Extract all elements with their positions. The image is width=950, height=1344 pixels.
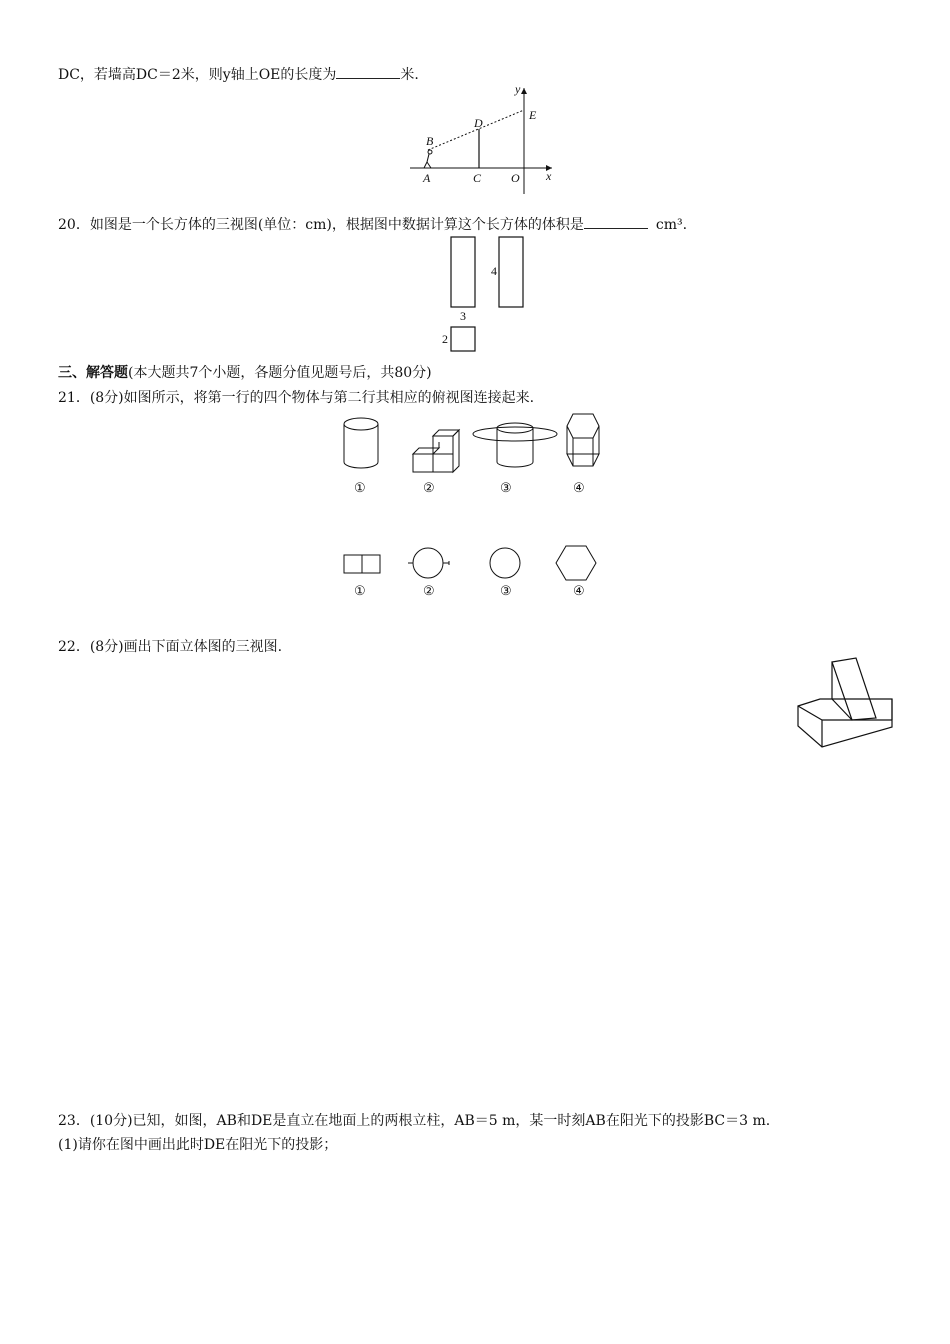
q21-top-label-3: ③ [500, 480, 512, 495]
q19-label-x: x [546, 169, 552, 183]
q21-top-label-1: ① [354, 480, 366, 495]
cylinder-object [344, 418, 378, 468]
q21-top-label-2: ② [423, 480, 435, 495]
q20-dim-4: 4 [491, 264, 497, 278]
q19-text [58, 66, 419, 84]
q21-bottom-label-3: ③ [500, 583, 512, 598]
stacked-cubes-object [413, 430, 459, 472]
q19-answer-blank[interactable] [336, 66, 400, 79]
q21-bottom-label-4: ④ [573, 583, 585, 598]
q19-label-A: A [423, 171, 431, 185]
q19-label-O: O [511, 171, 520, 185]
q21-bottom-label-1: ① [354, 583, 366, 598]
section3-header [58, 364, 432, 382]
q20-text-after: cm³. [655, 217, 688, 233]
q21-top-label-4: ④ [573, 480, 585, 495]
q19-label-C: C [473, 171, 482, 185]
circle-view [490, 548, 520, 578]
q21-bottom-row [330, 536, 620, 606]
q20-text [58, 216, 687, 234]
q20-text-before: 20．如图是一个长方体的三视图(单位：cm)，根据图中数据计算这个长方体的体积是 [58, 217, 584, 233]
q22-figure [796, 656, 896, 752]
q23-text: 23．(10分)已知，如图，AB和DE是直立在地面上的两根立柱，AB＝5 m，某一时刻AB在阳光下的投影BC＝3 m. [58, 1113, 771, 1129]
circle-with-handles-view [408, 548, 449, 578]
q22-text: 22．(8分)画出下面立体图的三视图. [58, 639, 283, 655]
q20-dim-2: 2 [442, 332, 448, 346]
hex-prism-object [567, 414, 599, 466]
q19-text-before: DC，若墙高DC＝2米，则y轴上OE的长度为 [58, 67, 337, 83]
q19-figure [392, 82, 562, 197]
q21-top-row [330, 410, 620, 500]
hexagon-view [556, 546, 596, 580]
q21-bottom-label-2: ② [423, 583, 435, 598]
q20-answer-blank[interactable] [584, 216, 648, 229]
section3-desc: (本大题共7个小题，各题分值见题号后，共80分) [128, 365, 432, 381]
cup-object [473, 423, 557, 467]
two-squares-view [344, 555, 380, 573]
section3-title: 三、解答题 [58, 365, 128, 381]
q19-label-B: B [426, 134, 434, 148]
q19-label-D: D [474, 116, 483, 130]
q23-sub1: (1)请你在图中画出此时DE在阳光下的投影； [58, 1137, 338, 1153]
q22-solid [796, 656, 896, 752]
q20-three-views [436, 234, 536, 354]
q21-text: 21．(8分)如图所示，将第一行的四个物体与第二行其相应的俯视图连接起来. [58, 390, 535, 406]
q20-figure [436, 234, 536, 354]
q19-text-after: 米. [400, 67, 419, 83]
q19-label-E: E [529, 108, 537, 122]
q19-label-y: y [515, 82, 521, 96]
q20-dim-3: 3 [460, 309, 466, 323]
